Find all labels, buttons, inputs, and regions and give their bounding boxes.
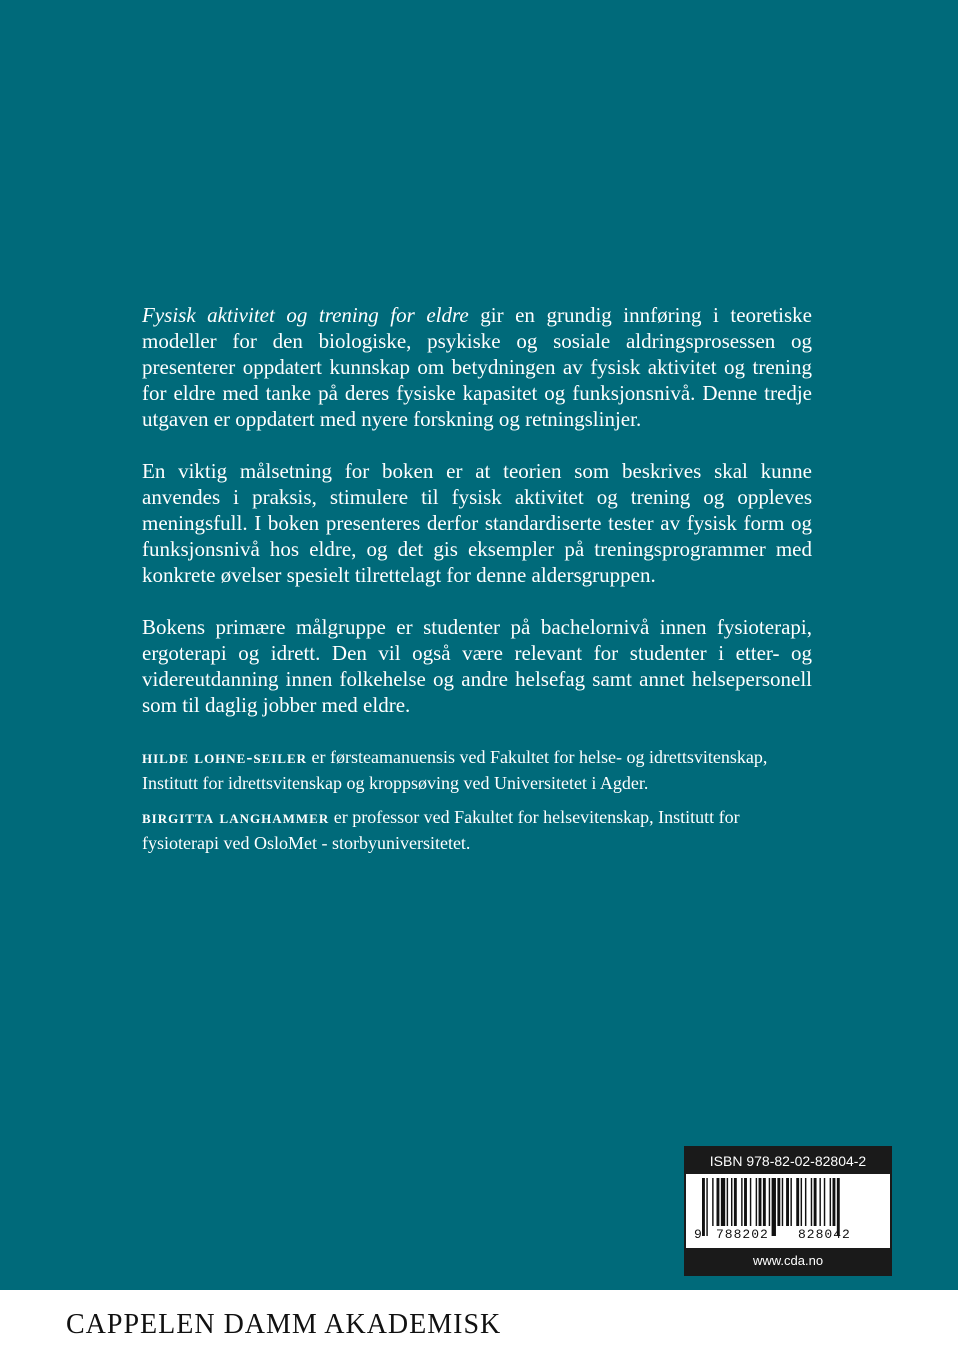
ean-right-digits: 828042 <box>798 1227 851 1242</box>
ean-digits <box>694 1226 884 1244</box>
publisher-logo: CAPPELEN DAMM AKADEMISK <box>66 1309 502 1340</box>
barcode-bar <box>741 1178 742 1226</box>
barcode-bar <box>744 1178 747 1226</box>
barcode-bar <box>786 1178 789 1226</box>
barcode-bar <box>763 1178 766 1226</box>
barcode-bar <box>782 1178 783 1226</box>
barcode-bar <box>801 1178 802 1226</box>
barcode-bar <box>830 1178 831 1226</box>
blurb-paragraph-3: Bokens primære målgruppe er studenter på bachelornivå innen fysioterapi, ergoterapi og idrett. Den vil også være relevant for studenter i etter- og videreutdanning innen folkehelse og andre helsefag samt annet helsepersonell som til daglig jobber med eldre. <box>142 615 812 717</box>
barcode-bar <box>727 1178 728 1226</box>
author-name-1: hilde lohne-seiler <box>142 747 308 767</box>
book-title: Fysisk aktivitet og trening for eldre <box>142 303 469 327</box>
barcode-bar <box>833 1178 836 1226</box>
barcode-bar <box>805 1178 806 1226</box>
author-description-1: er førsteamanuensis ved Fakultet for helse- og idrettsvitenskap, Institutt for idrettsvitenskap og kroppsøving ved Universitetet i Agder. <box>142 747 768 793</box>
blurb-paragraph-1 <box>142 302 812 432</box>
author-name-2: birgitta langhammer <box>142 807 330 827</box>
barcode-bar <box>777 1178 780 1226</box>
barcode-bar <box>790 1178 791 1226</box>
ean-first-digit: 9 <box>694 1227 702 1242</box>
barcode-bar <box>750 1178 751 1226</box>
barcode-bar <box>769 1178 770 1226</box>
blurb-paragraph-2: En viktig målsetning for boken er at teorien som beskrives skal kunne anvendes i praksis, stimulere til fysisk aktivitet og trening og oppleves meningsfull. I boken presenteres derfor standardiserte tester av fysisk form og funksjonsnivå hos eldre, og det gis eksempler på treningsprogrammer med konkrete øvelser spesielt tilrettelagt for denne aldersgruppen. <box>142 459 812 587</box>
author-bio-2 <box>142 804 812 856</box>
publisher-website: www.cda.no <box>686 1248 890 1274</box>
barcode-bar <box>819 1178 820 1226</box>
barcode-bar <box>712 1178 713 1226</box>
isbn-label: ISBN 978-82-02-82804-2 <box>686 1148 890 1174</box>
author-description-2: er professor ved Fakultet for helsevitenskap, Institutt for fysioterapi ved OsloMet - storbyuniversitetet. <box>142 807 740 853</box>
ean-left-digits: 788202 <box>716 1227 769 1242</box>
barcode-bar <box>796 1178 799 1226</box>
barcode-bar <box>721 1178 725 1226</box>
author-bio-1 <box>142 744 812 796</box>
blurb-text <box>142 302 812 864</box>
blurb-paragraph-1-text: gir en grundig innføring i teoretiske modeller for den biologiske, psykiske og sosiale aldringsprosessen og presenterer oppdatert kunnskap om betydningen av fysisk aktivitet og trening for eldre med tanke på deres fysiske kapasitet og funksjonsnivå. Denne tredje utgaven er oppdatert med nyere forskning og retningslinjer. <box>142 303 812 431</box>
barcode-bar <box>814 1178 817 1226</box>
barcode-bar <box>824 1178 825 1226</box>
barcode-bar <box>717 1178 720 1226</box>
barcode-bar <box>759 1178 762 1226</box>
barcode-bar <box>734 1178 737 1226</box>
barcode-bar <box>756 1178 757 1226</box>
barcode-bar <box>731 1178 732 1226</box>
isbn-barcode-box <box>686 1148 890 1274</box>
barcode-bar <box>811 1178 812 1226</box>
